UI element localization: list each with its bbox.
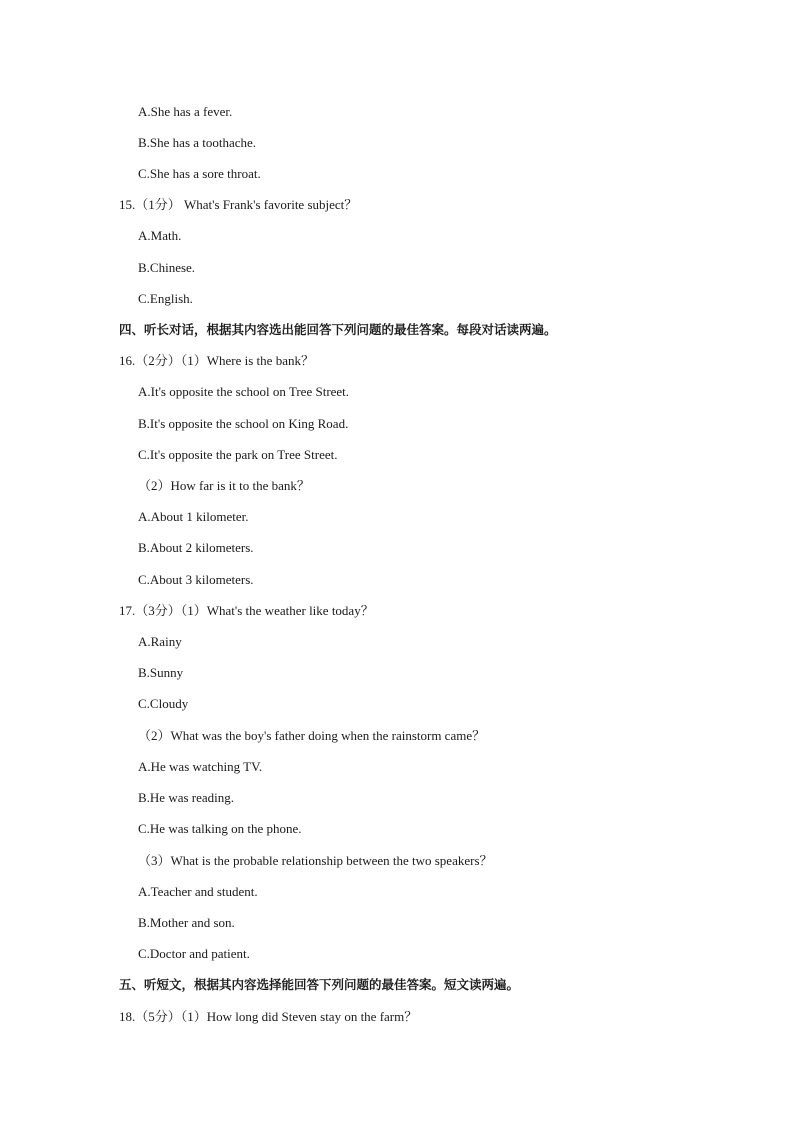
option-line: C.He was talking on the phone. [138, 821, 302, 836]
section-heading: 五、听短文，根据其内容选择能回答下列问题的最佳答案。短文读两遍。 [119, 977, 520, 992]
option-line: A.He was watching TV. [138, 759, 263, 774]
option-line: C.Doctor and patient. [138, 946, 250, 961]
option-line: A.Math. [138, 228, 182, 243]
option-line: A.About 1 kilometer. [138, 509, 249, 524]
option-line: C.English. [138, 291, 193, 306]
option-line: C.Cloudy [138, 696, 189, 711]
sub-question-line: （2）How far is it to the bank？ [138, 478, 310, 493]
option-line: B.Chinese. [138, 260, 196, 275]
question-line: 16.（2分）（1）Where is the bank？ [119, 353, 314, 368]
option-line: A.Teacher and student. [138, 884, 258, 899]
section-heading: 四、听长对话，根据其内容选出能回答下列问题的最佳答案。每段对话读两遍。 [119, 322, 557, 337]
option-line: B.About 2 kilometers. [138, 540, 254, 555]
option-line: B.Mother and son. [138, 915, 235, 930]
question-line: 18.（5分）（1）How long did Steven stay on the farm？ [119, 1009, 418, 1024]
option-line: B.It's opposite the school on King Road. [138, 416, 349, 431]
option-line: C.She has a sore throat. [138, 166, 261, 181]
question-line: 17.（3分）（1）What's the weather like today？ [119, 603, 374, 618]
option-line: B.He was reading. [138, 790, 235, 805]
option-line: A.Rainy [138, 634, 182, 649]
option-line: C.About 3 kilometers. [138, 572, 254, 587]
option-line: B.Sunny [138, 665, 184, 680]
option-line: C.It's opposite the park on Tree Street. [138, 447, 338, 462]
sub-question-line: （2）What was the boy's father doing when the rainstorm came？ [138, 728, 486, 743]
sub-question-line: （3）What is the probable relationship between the two speakers？ [138, 853, 493, 868]
question-line: 15.（1分） What's Frank's favorite subject？ [119, 197, 358, 212]
option-line: A.It's opposite the school on Tree Street. [138, 384, 350, 399]
option-line: A.She has a fever. [138, 104, 233, 119]
option-line: B.She has a toothache. [138, 135, 257, 150]
